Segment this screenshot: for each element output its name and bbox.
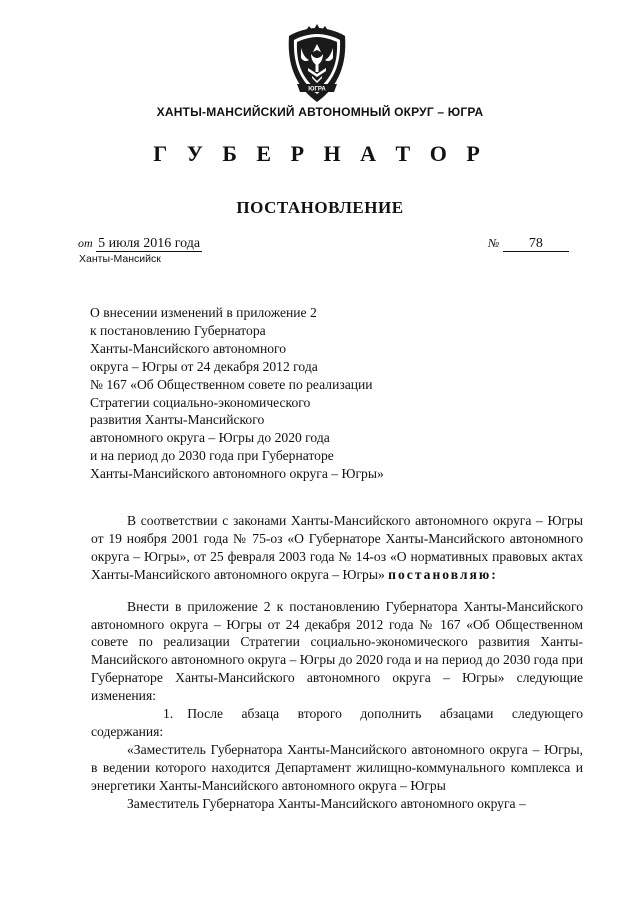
document-body <box>91 512 583 813</box>
date-line <box>78 236 202 252</box>
subject-line: Ханты-Мансийского автономного <box>90 340 287 356</box>
list-item-text: После абзаца второго дополнить абзацами следующего содержания: <box>91 706 583 739</box>
number-prefix: № <box>488 236 500 250</box>
preamble-text: В соответствии с законами Ханты-Мансийского автономного округа – Югры от 19 ноября 2001 года № 75-оз «О Губернаторе Ханты-Мансийского автономного округа – Югры», от 25 февраля 2003 года № 14-оз «О нормативных правовых актах Ханты-Мансийского автономного округа – Югры» <box>91 513 583 582</box>
page-title: Г У Б Е Р Н А Т О Р <box>153 141 487 166</box>
amendment-paragraph: Внести в приложение 2 к постановлению Губернатора Ханты-Мансийского автономного округа – Югры от 24 декабря 2012 года № 167 «Об Общественном совете по реализации Стратегии социально-экономического развития Ханты-Мансийского автономного округа – Югры до 2020 года и на период до 2030 года при Губернаторе Ханты-Мансийского автономного округа – Югры» следующие изменения: <box>91 598 583 704</box>
subject-line: О внесении изменений в приложение 2 <box>90 305 317 320</box>
emblem-ribbon-text: ЮГРА <box>308 86 326 93</box>
subject-line: развития Ханты-Мансийского <box>90 412 265 428</box>
subject-line: и на период до 2030 года при Губернаторе <box>90 448 334 464</box>
document-type: ПОСТАНОВЛЕНИЕ <box>236 198 404 217</box>
subject-line: № 167 «Об Общественном совете по реализации <box>90 376 373 392</box>
document-date: 5 июля 2016 года <box>98 236 201 251</box>
quoted-paragraph: Заместитель Губернатора Ханты-Мансийского автономного округа – <box>127 795 526 811</box>
subject-line: автономного округа – Югры до 2020 года <box>90 430 330 446</box>
decree-word: постановляю: <box>388 566 498 582</box>
date-prefix: от <box>78 236 93 250</box>
region-name: ХАНТЫ-МАНСИЙСКИЙ АВТОНОМНЫЙ ОКРУГ – ЮГРА <box>156 105 484 119</box>
document-place: Ханты-Мансийск <box>79 253 161 265</box>
subject-line: Ханты-Мансийского автономного округа – Югры» <box>90 466 384 482</box>
document-number: 78 <box>503 237 569 252</box>
list-item-number: 1. <box>163 706 174 722</box>
document-subject <box>90 304 450 483</box>
subject-line: округа – Югры от 24 декабря 2012 года <box>90 358 318 374</box>
coat-of-arms-emblem-icon <box>281 24 353 106</box>
quoted-paragraph: «Заместитель Губернатора Ханты-Мансийского автономного округа – Югры, в ведении которого находится Департамент жилищно-коммунального комплекса и энергетики Ханты-Мансийского автономного округа – Югры <box>91 741 583 793</box>
preamble-paragraph <box>91 512 583 584</box>
list-item <box>91 705 583 741</box>
subject-line: Стратегии социально-экономического <box>90 394 311 410</box>
number-line <box>488 236 569 252</box>
subject-line: к постановлению Губернатора <box>90 322 266 338</box>
